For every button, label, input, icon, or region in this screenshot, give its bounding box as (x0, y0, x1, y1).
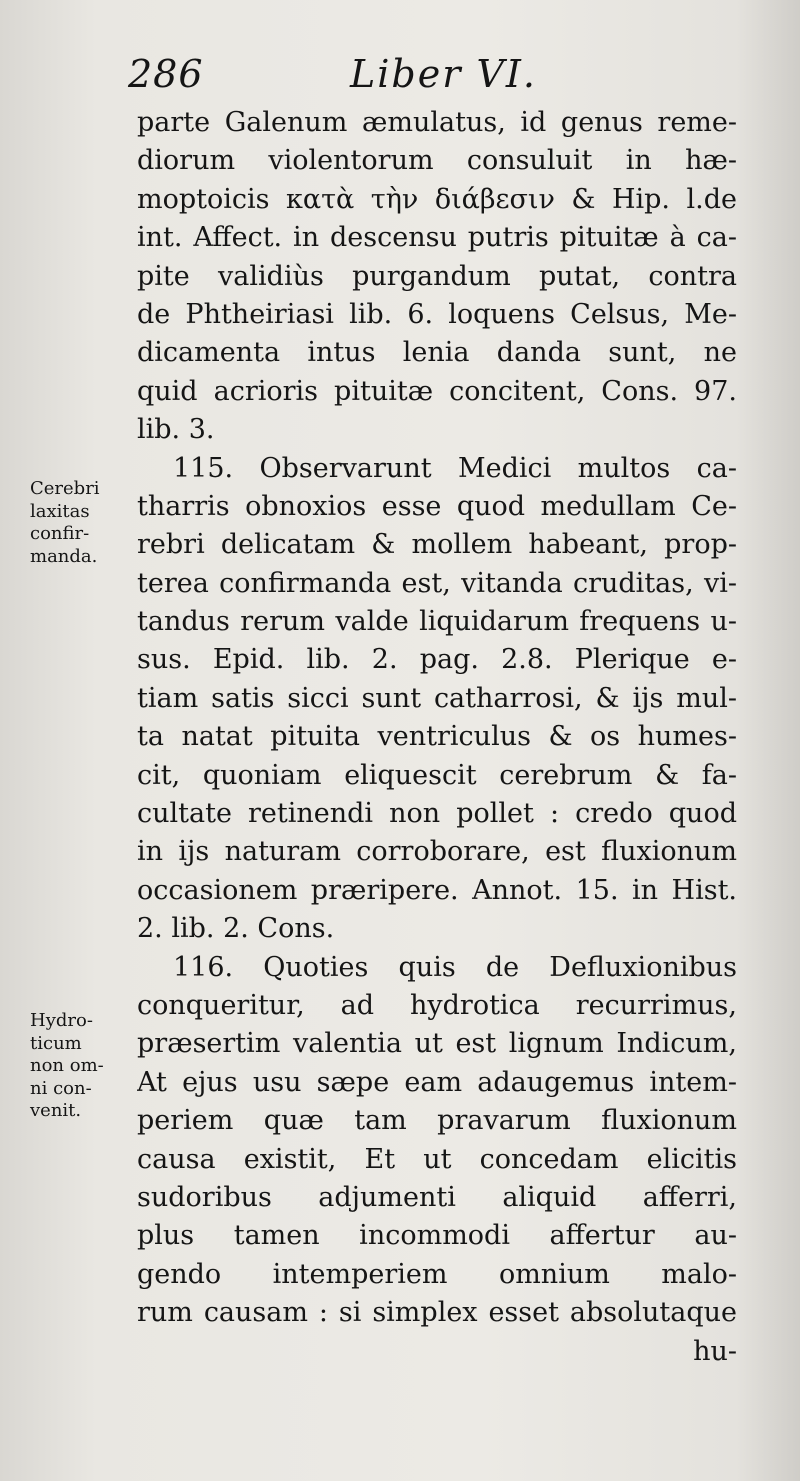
paragraph-116-start: 116. Quoties quis de Defluxionibus (173, 951, 737, 983)
body-text (137, 104, 737, 1371)
text-line: occasionem præripere. Annot. 15. in Hist. (137, 874, 737, 906)
text-line: cit, quoniam eliquescit cerebrum & fa- (137, 759, 737, 791)
text-line: causa existit, Et ut concedam elicitis (137, 1143, 737, 1175)
text-line: int. Affect. in descensu putris pituitæ à ca- (137, 222, 737, 254)
text-line: sus. Epid. lib. 2. pag. 2.8. Plerique e- (137, 644, 737, 676)
margin-note-line: venit. (30, 1100, 82, 1121)
margin-note-line: non om- (30, 1055, 104, 1076)
text-line: plus tamen incommodi affertur au- (137, 1220, 737, 1252)
margin-note-line: manda. (30, 545, 98, 567)
text-line: tharris obnoxios esse quod medullam Ce- (137, 490, 737, 522)
text-line: diorum violentorum consuluit in hæ- (137, 145, 737, 177)
text-line: lib. 3. (137, 414, 215, 446)
text-line: cultate retinendi non pollet : credo quod (137, 798, 737, 830)
margin-note-line: Hydro- (30, 1010, 93, 1031)
text-line: At ejus usu sæpe eam adaugemus intem- (137, 1066, 737, 1098)
text-line: terea confirmanda est, vitanda cruditas, vi- (137, 567, 737, 599)
text-line: moptoicis κατὰ τὴν διάβεσιν & Hip. l.de (137, 183, 737, 215)
margin-note-line: Cerebri (30, 478, 100, 499)
margin-note-line: confir- (30, 523, 90, 544)
margin-note-line: ni con- (30, 1077, 92, 1099)
catchword: hu- (693, 1335, 737, 1367)
text-line: in ijs naturam corroborare, est fluxionum (137, 836, 737, 868)
margin-note-hydroticum (30, 1010, 140, 1123)
text-line: dicamenta intus lenia danda sunt, ne (137, 337, 737, 369)
paragraph-115-start: 115. Observarunt Medici multos ca- (173, 452, 737, 484)
text-line: tiam satis sicci sunt catharrosi, & ijs mul- (137, 682, 737, 714)
text-line: rebri delicatam & mollem habeant, prop- (137, 529, 737, 561)
text-line: de Phtheiriasi lib. 6. loquens Celsus, Me- (137, 298, 737, 330)
margin-note-line: laxitas (30, 500, 90, 522)
page-number: 286 (128, 52, 204, 96)
page-header (128, 52, 748, 102)
text-line: pite validiùs purgandum putat, contra (137, 260, 737, 292)
text-line: tandus rerum valde liquidarum frequens u- (137, 606, 737, 638)
text-line: conqueritur, ad hydrotica recurrimus, (137, 989, 737, 1021)
text-line: 2. lib. 2. Cons. (137, 913, 335, 945)
text-line: præsertim valentia ut est lignum Indicum, (137, 1028, 737, 1060)
margin-note-cerebri (30, 478, 140, 568)
text-line: sudoribus adjumenti aliquid afferri, (137, 1181, 737, 1213)
text-line: gendo intemperiem omnium malo- (137, 1258, 737, 1290)
text-line: ta natat pituita ventriculus & os humes- (137, 721, 737, 753)
margin-note-line: ticum (30, 1032, 82, 1054)
text-line: quid acrioris pituitæ concitent, Cons. 97. (137, 375, 737, 407)
text-line: periem quæ tam pravarum fluxionum (137, 1105, 737, 1137)
text-line: rum causam : si simplex esset absolutaque (137, 1297, 737, 1329)
running-title: Liber VI. (350, 52, 537, 96)
text-line: parte Galenum æmulatus, id genus reme- (137, 107, 737, 138)
